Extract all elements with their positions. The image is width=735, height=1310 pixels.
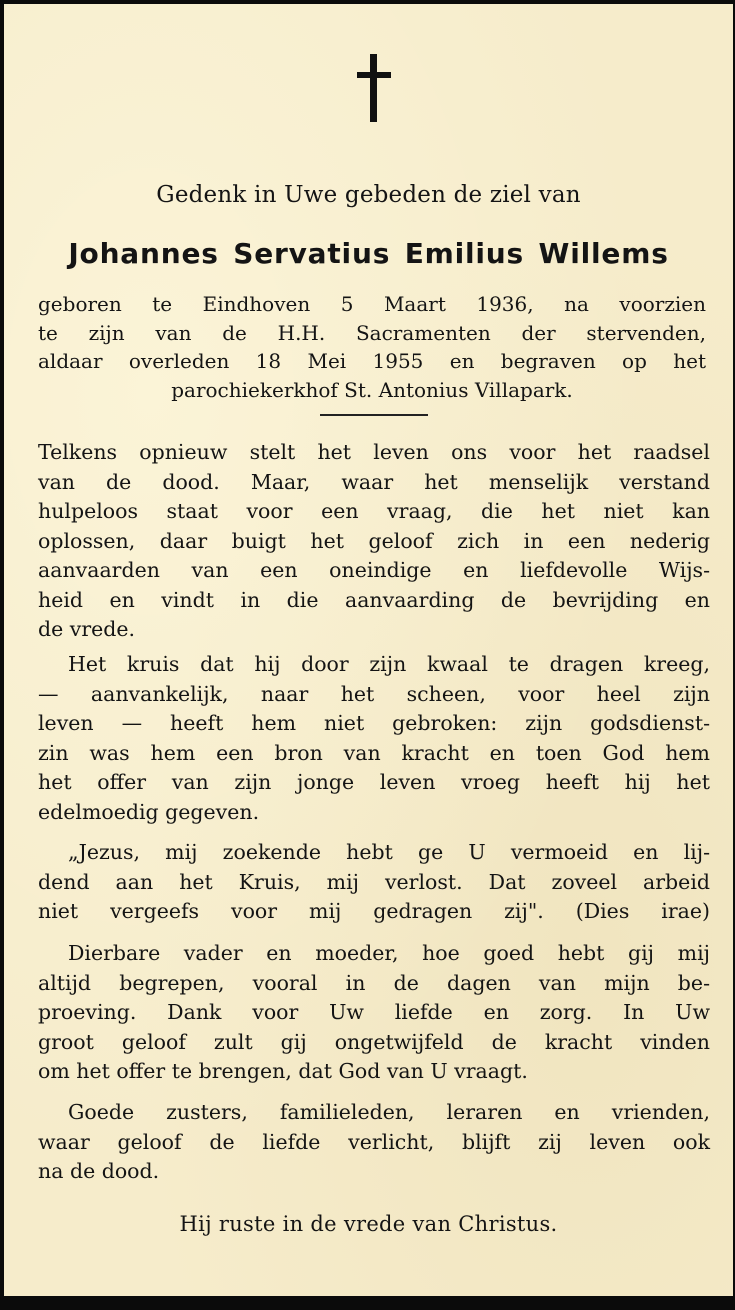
text-line: Telkens opnieuw stelt het leven ons voor het raadsel — [38, 440, 710, 464]
text-line: het offer van zijn jonge leven vroeg heeft hij het — [38, 770, 710, 794]
text-line: hulpeloos staat voor een vraag, die het niet kan — [38, 499, 710, 523]
paragraph-cross — [38, 650, 710, 827]
text-line: zin was hem een bron van kracht en toen God hem — [38, 740, 710, 765]
details-line: te zijn van de H.H. Sacramenten der stervenden, — [38, 320, 706, 345]
birth-death-details — [38, 290, 706, 404]
intro-line: Gedenk in Uwe gebeden de ziel van — [156, 182, 581, 208]
paragraph-quote — [38, 838, 710, 927]
text-line: de vrede. — [38, 617, 136, 641]
text-line: oplossen, daar buigt het geloof zich in een nederig — [38, 528, 710, 553]
text-line: Dierbare vader en moeder, hoe goed hebt gij mij — [68, 941, 710, 965]
text-line: „Jezus, mij zoekende hebt ge U vermoeid en lij- — [68, 840, 710, 864]
text-line: leven — heeft hem niet gebroken: zijn godsdienst- — [38, 711, 710, 735]
text-line: proeving. Dank voor Uw liefde en zorg. In Uw — [38, 1000, 710, 1024]
cross-icon — [357, 54, 391, 122]
paragraph-family — [38, 1098, 710, 1187]
text-line: van de dood. Maar, waar het menselijk verstand — [38, 469, 710, 494]
text-line: groot geloof zult gij ongetwijfeld de kracht vinden — [38, 1029, 710, 1054]
divider — [320, 414, 428, 416]
paragraph-parents — [38, 939, 710, 1087]
paragraph-reflection — [38, 438, 710, 645]
text-line: waar geloof de liefde verlicht, blijft zij leven ook — [38, 1129, 710, 1154]
details-line: parochiekerkhof St. Antonius Villapark. — [171, 377, 573, 402]
memorial-card — [4, 4, 733, 1296]
details-line: aldaar overleden 18 Mei 1955 en begraven op het — [38, 349, 706, 373]
text-line: na de dood. — [38, 1159, 160, 1183]
text-line: edelmoedig gegeven. — [38, 799, 260, 824]
text-line: dend aan het Kruis, mij verlost. Dat zoveel arbeid — [38, 869, 710, 894]
text-line: aanvaarden van een oneindige en liefdevolle Wijs- — [38, 558, 710, 582]
text-line: niet vergeefs voor mij gedragen zij". (Dies irae) — [38, 899, 710, 923]
text-line: om het offer te brengen, dat God van U vraagt. — [38, 1059, 528, 1083]
deceased-name: Johannes Servatius Emilius Willems — [68, 237, 669, 270]
text-line: — aanvankelijk, naar het scheen, voor heel zijn — [38, 681, 710, 706]
text-line: Goede zusters, familieleden, leraren en vrienden, — [68, 1100, 710, 1124]
text-line: heid en vindt in die aanvaarding de bevrijding en — [38, 587, 710, 612]
details-line: geboren te Eindhoven 5 Maart 1936, na voorzien — [38, 292, 706, 316]
closing-line: Hij ruste in de vrede van Christus. — [179, 1212, 558, 1236]
text-line: altijd begrepen, vooral in de dagen van mijn be- — [38, 970, 710, 995]
text-line: Het kruis dat hij door zijn kwaal te dragen kreeg, — [68, 652, 710, 676]
